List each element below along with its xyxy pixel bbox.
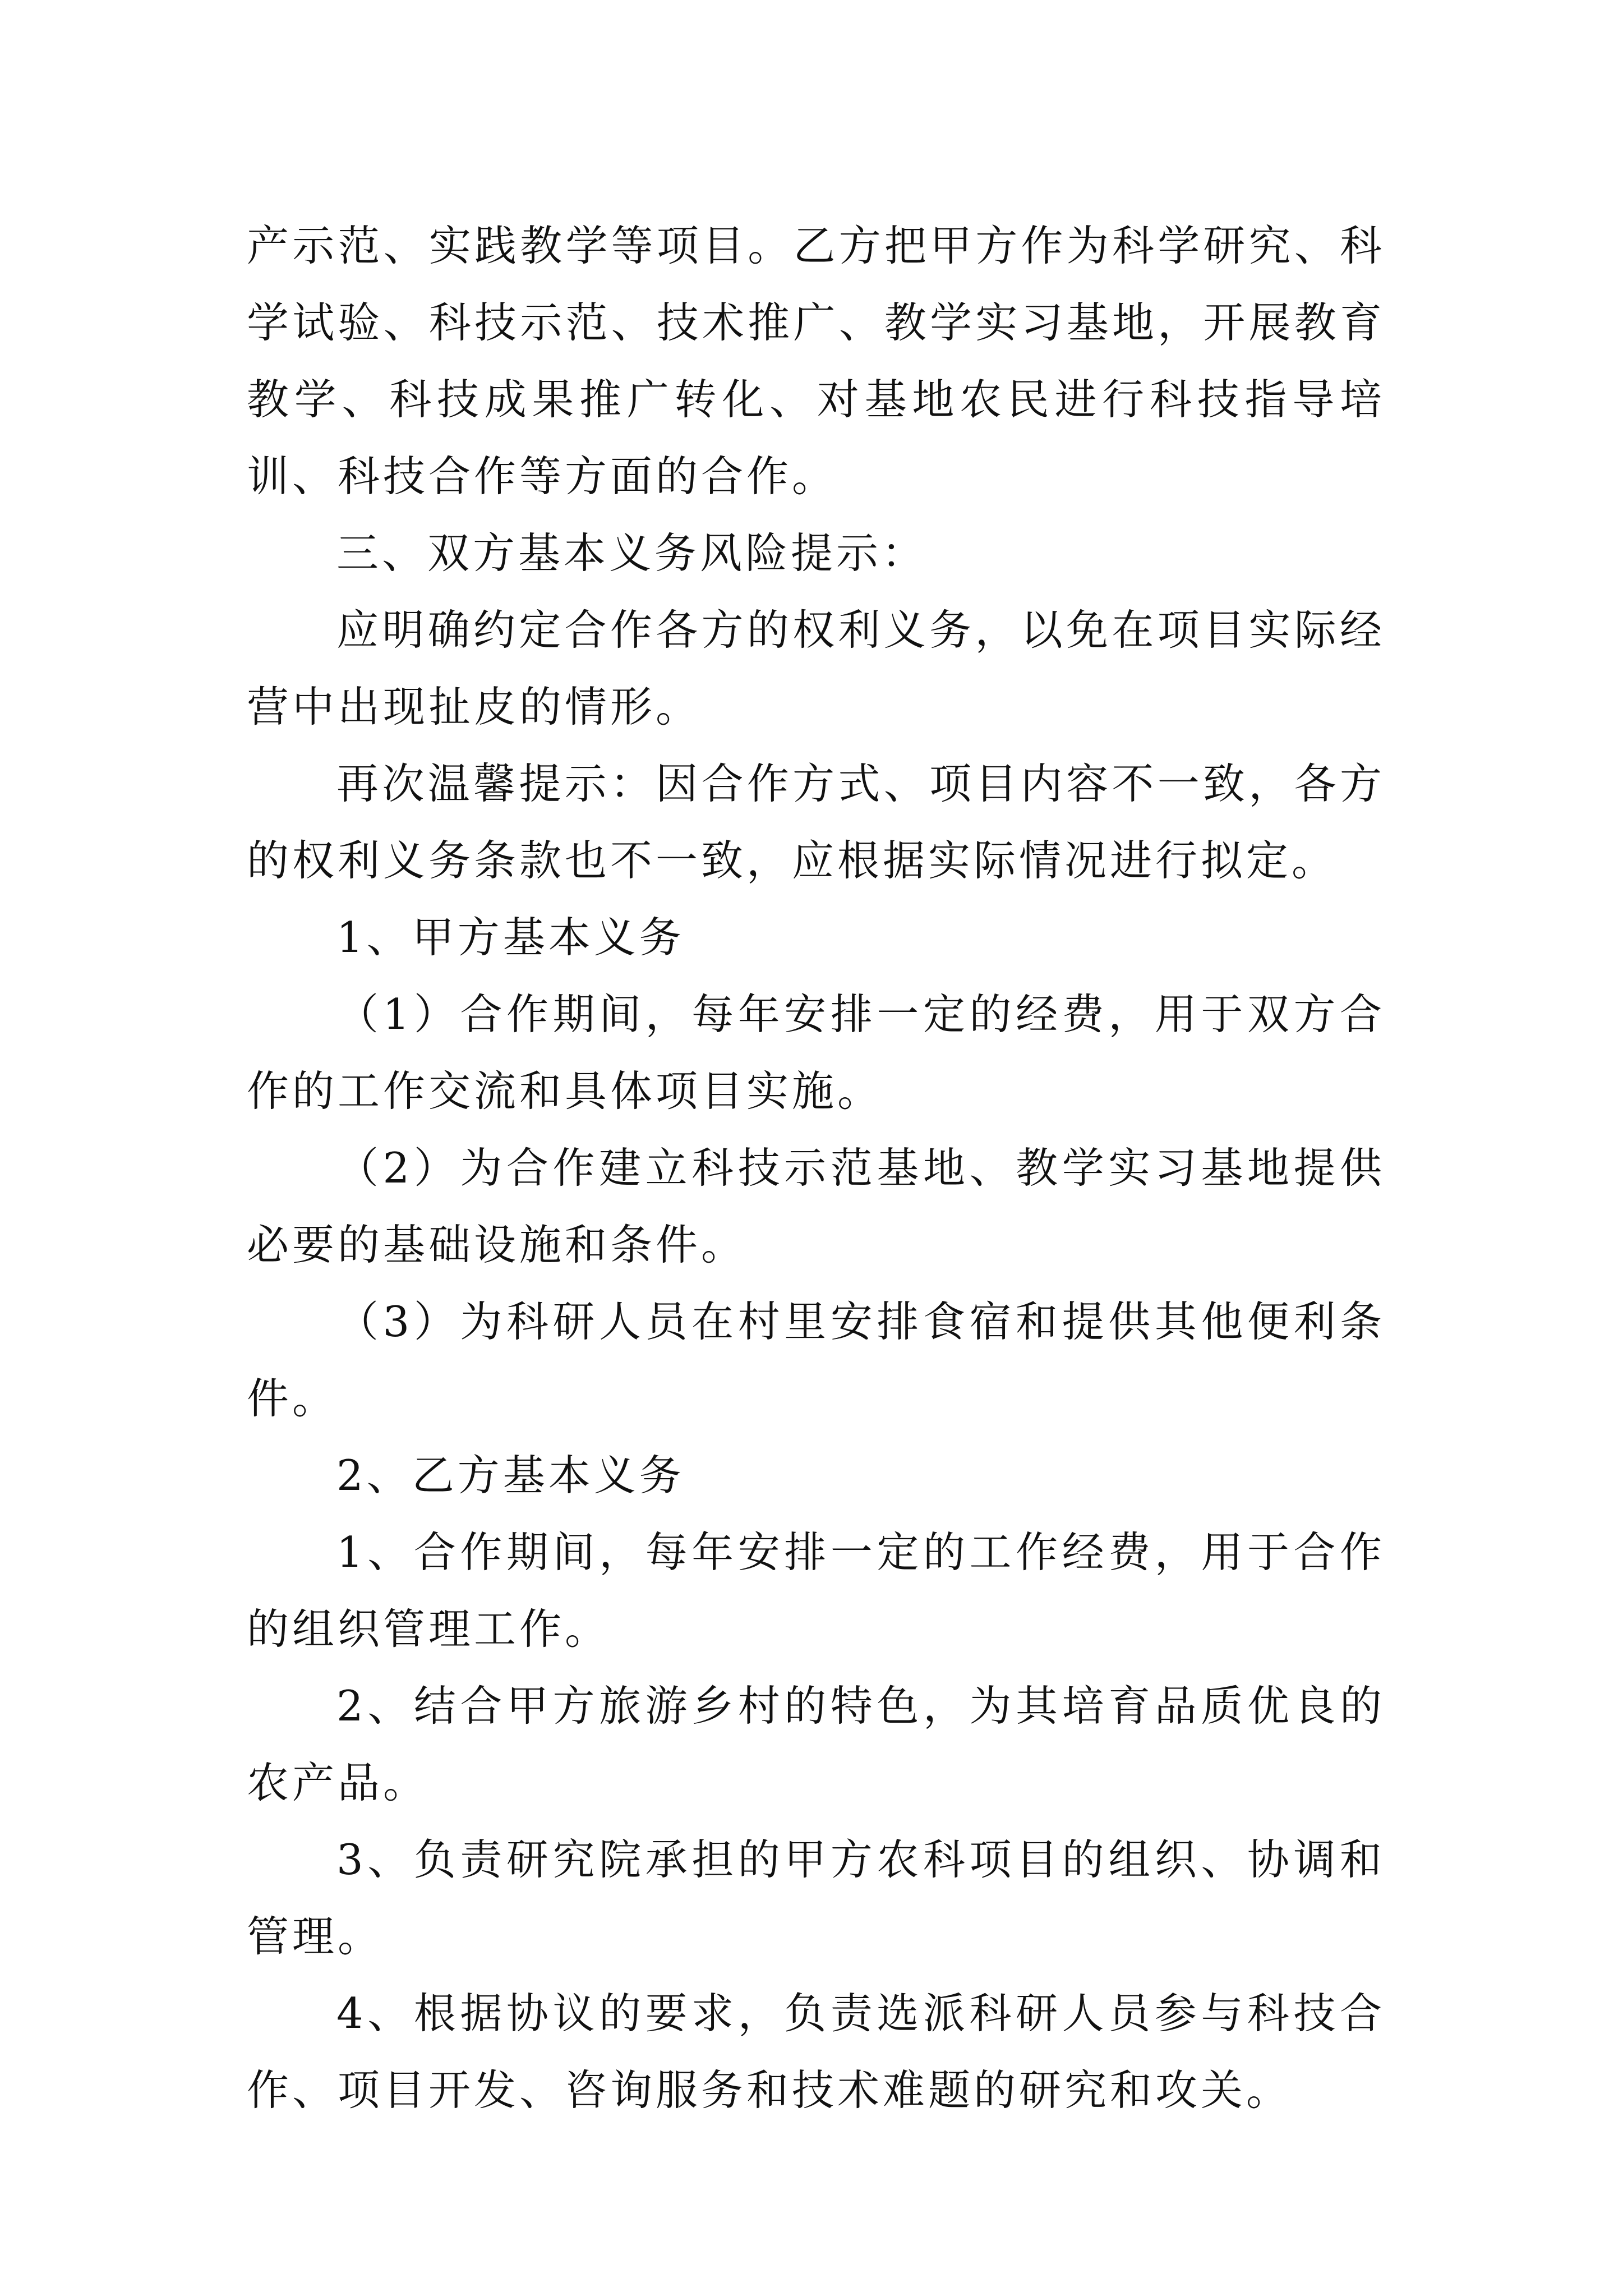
list-item-party-b-4: 4、根据协议的要求，负责选派科研人员参与科技合作、项目开发、咨询服务和技术难题的研究和攻关。 — [247, 1989, 1385, 2115]
paragraph-rights-obligations: 应明确约定合作各方的权利义务，以免在项目实际经营中出现扯皮的情形。 — [247, 605, 1385, 731]
section-heading-obligations-risk: 三、双方基本义务风险提示： — [336, 528, 928, 578]
paragraph-continuation: 产示范、实践教学等项目。乙方把甲方作为科学研究、科学试验、科技示范、技术推广、教学实习基地，开展教育教学、科技成果推广转化、对基地农民进行科技指导培训、科技合作等方面的合作。 — [247, 221, 1385, 501]
list-item-party-a-1: （1）合作期间，每年安排一定的经费，用于双方合作的工作交流和具体项目实施。 — [247, 990, 1385, 1116]
list-item-party-b-2: 2、结合甲方旅游乡村的特色，为其培育品质优良的农产品。 — [247, 1681, 1385, 1807]
subheading-party-b-obligations: 2、乙方基本义务 — [336, 1451, 685, 1500]
paragraph-reminder: 再次温馨提示：因合作方式、项目内容不一致，各方的权利义务条款也不一致，应根据实际情况进行拟定。 — [247, 759, 1385, 885]
list-item-party-a-3: （3）为科研人员在村里安排食宿和提供其他便利条件。 — [247, 1297, 1385, 1423]
list-item-party-b-1: 1、合作期间，每年安排一定的工作经费，用于合作的组织管理工作。 — [247, 1527, 1385, 1654]
subheading-party-a-obligations: 1、甲方基本义务 — [336, 913, 685, 962]
list-item-party-b-3: 3、负责研究院承担的甲方农科项目的组织、协调和管理。 — [247, 1835, 1385, 1961]
list-item-party-a-2: （2）为合作建立科技示范基地、教学实习基地提供必要的基础设施和条件。 — [247, 1143, 1385, 1269]
document-body — [247, 208, 1385, 2129]
